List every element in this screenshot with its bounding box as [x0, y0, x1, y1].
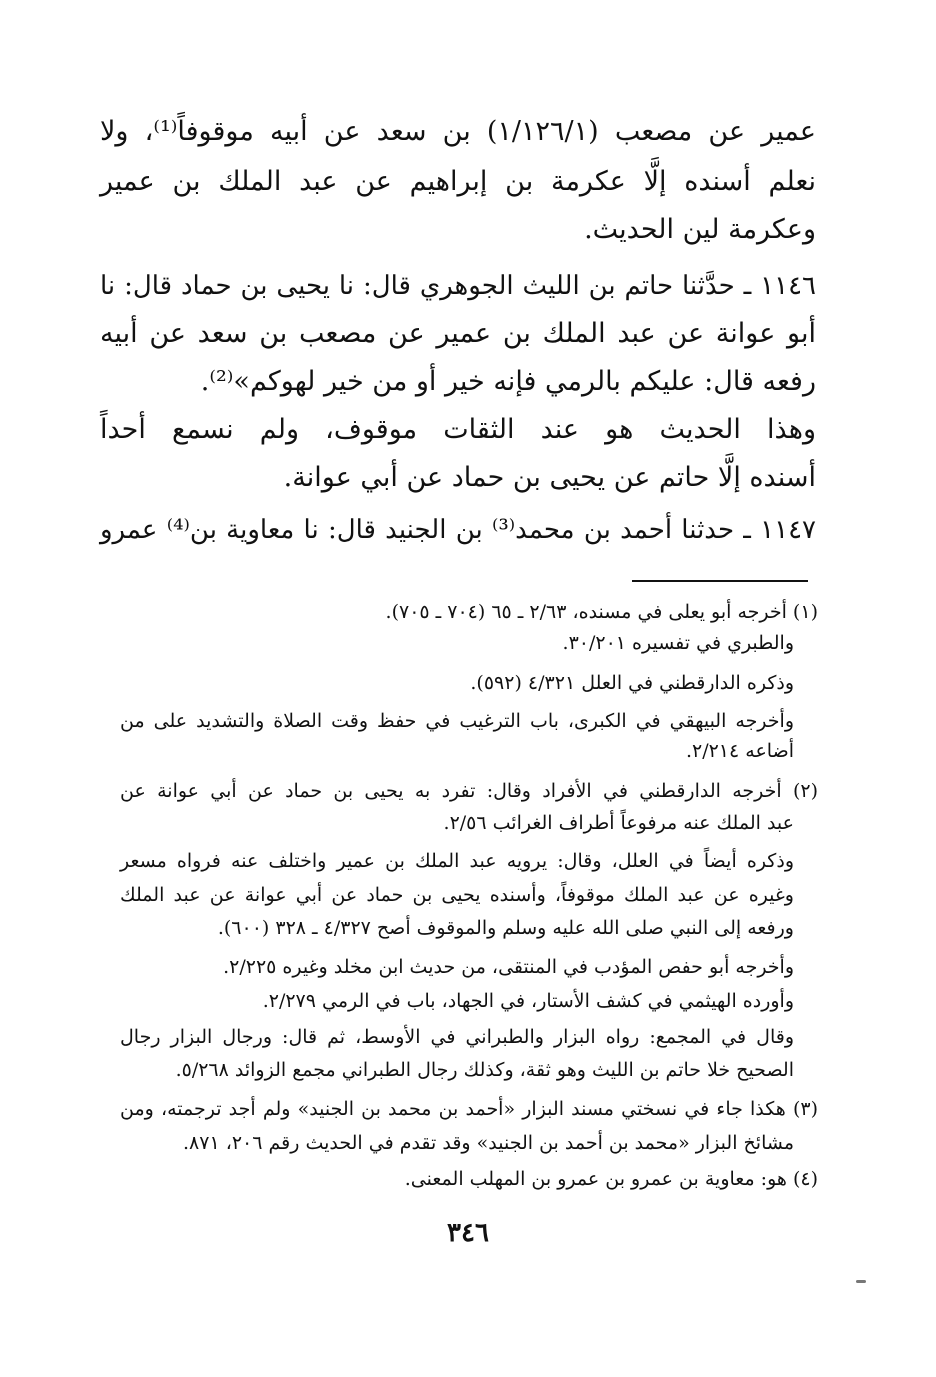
footnote-line: وأخرجه أبو حفص المؤدب في المنتقى، من حديث ابن مخلد وغيره ٢/٢٢٥. [223, 956, 794, 978]
footnote-line: مشائخ البزار «محمد بن أحمد بن الجنيد» وقد تقدم في الحديث رقم ٢٠٦، ٨٧١. [183, 1132, 794, 1154]
hadith-1146-line: ١١٤٦ ـ حدَّثنا حاتم بن الليث الجوهري قال: نا يحيى بن حماد قال: نا [100, 271, 816, 301]
footnote-line: وقال في المجمع: رواه البزار والطبراني في الأوسط، ثم قال: ورجال البزار رجال [120, 1026, 794, 1048]
main-text-line: أبو عوانة عن عبد الملك بن عمير عن مصعب بن سعد عن أبيه [100, 318, 816, 349]
main-text-line: أسنده إلَّا حاتم عن يحيى بن حماد عن أبي عوانة. [283, 462, 816, 493]
footnote-line: أضاعه ٢/٢١٤. [685, 740, 794, 762]
footnote-line: (٤) هو: معاوية بن عمرو بن عمرو بن المهلب المعنى. [404, 1168, 818, 1190]
footnote-line: (٢) أخرجه الدارقطني في الأفراد وقال: تفرد به يحيى بن حماد عن أبي عوانة عن [120, 780, 819, 802]
main-text-line: عمير عن مصعب (١/١٢٦/١) بن سعد عن أبيه موقوفاً⁽¹⁾، ولا [100, 116, 817, 147]
main-text-line: رفعه قال: عليكم بالرمي فإنه خير أو من خير لهوكم»⁽²⁾. [200, 366, 816, 397]
footnote-separator [632, 580, 808, 582]
footnote-line: والطبري في تفسيره ٣٠/٢٠١. [562, 632, 794, 654]
footnote-line: ورفعه إلى النبي صلى الله عليه وسلم والموقوف أصح ٤/٣٢٧ ـ ٣٢٨ (٦٠٠). [217, 917, 794, 939]
footnote-line: (١) أخرجه أبو يعلى في مسنده، ٢/٦٣ ـ ٦٥ (٧٠٤ ـ ٧٠٥). [385, 601, 818, 623]
footnote-line: وأورده الهيثمي في كشف الأستار، في الجهاد، باب في الرمي ٢/٢٧٩. [262, 990, 794, 1012]
footnote-line: وأخرجه البيهقي في الكبرى، باب الترغيب في حفظ وقت الصلاة والتشديد على من [120, 710, 794, 732]
footnote-line: وغيره عن عبد الملك موقوفاً، وأسنده يحيى بن حماد عن أبي عوانة عن عبد الملك [120, 884, 794, 906]
footnote-line: (٣) هكذا جاء في نسختي مسند البزار «أحمد بن محمد بن الجنيد» ولم أجد ترجمته، ومن [120, 1098, 818, 1120]
main-text-line: نعلم أسنده إلَّا عكرمة بن إبراهيم عن عبد الملك بن عمير [100, 166, 816, 197]
page-number: ٣٤٦ [447, 1218, 489, 1248]
scan-speck [856, 1280, 866, 1283]
footnote-line: وذكره الدارقطني في العلل ٤/٣٢١ (٥٩٢). [470, 672, 794, 694]
main-text-line: وهذا الحديث هو عند الثقات موقوف، ولم نسمع أحداً [100, 414, 816, 445]
footnote-line: عبد الملك عنه مرفوعاً أطراف الغرائب ٢/٥٦. [443, 812, 794, 834]
footnote-line: وذكره أيضاً في العلل، وقال: يرويه عبد الملك بن عمير واختلف عنه فرواه مسعر [120, 850, 794, 872]
main-text-line: وعكرمة لين الحديث. [584, 214, 816, 245]
footnote-line: الصحيح خلا حاتم بن الليث وهو ثقة، وكذلك رجال الطبراني مجمع الزوائد ٥/٢٦٨. [175, 1059, 794, 1081]
hadith-1147-line: ١١٤٧ ـ حدثنا أحمد بن محمد⁽³⁾ بن الجنيد قال: نا معاوية بن⁽⁴⁾ عمرو [100, 515, 816, 545]
